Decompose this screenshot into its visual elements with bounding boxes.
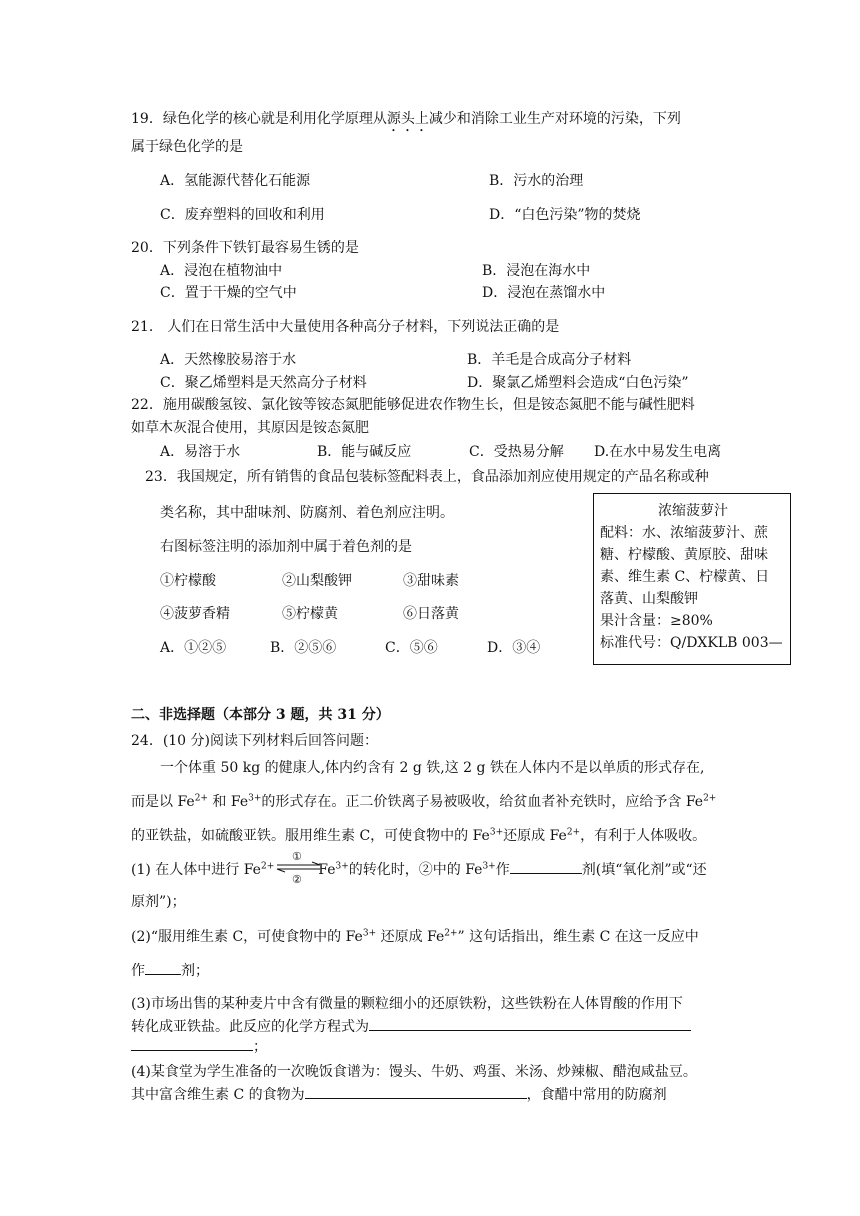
q23-item-4: ④菠萝香精 bbox=[160, 606, 230, 622]
q24-para-line3: 的亚铁盐，如硫酸亚铁。服用维生素 C，可使食物中的 $Fe^{3+}$还原成 $Fe^{2+}$，有利于人体吸收。 bbox=[131, 827, 707, 844]
q19-stem-line2: 属于绿色化学的是 bbox=[131, 139, 243, 155]
q23-option-d: D．③④ bbox=[487, 640, 541, 656]
q22-option-b: B．能与碱反应 bbox=[317, 444, 412, 460]
q24-para-line2: 而是以 $Fe^{2+}$ 和 $Fe^{3+}$的形式存在。正二价铁离子易被吸收，给贫血者补充铁时，应给予含 $Fe^{2+}$ bbox=[131, 793, 717, 810]
q23-item-3: ③甜味素 bbox=[403, 573, 459, 589]
q22-option-c: C．受热易分解 bbox=[469, 444, 564, 460]
q23-option-c: C．⑤⑥ bbox=[385, 640, 438, 656]
q19-option-c: C．废弃塑料的回收和利用 bbox=[160, 207, 325, 223]
product-label-line: 糖、柠檬酸、黄原胶、甜味 bbox=[600, 547, 768, 563]
q23-stem-line3: 右图标签注明的添加剂中属于着色剂的是 bbox=[160, 539, 412, 555]
q21-option-c: C．聚乙烯塑料是天然高分子材料 bbox=[160, 375, 367, 391]
q24-sub4-line2: 其中富含维生素 C 的食物为 ，食醋中常用的防腐剂 bbox=[131, 1084, 667, 1104]
q24-para-line1: 一个体重 50 kg 的健康人,体内约含有 2 g 铁,这 2 g 铁在人体内不是以单质的形式存在, bbox=[160, 760, 705, 776]
q19-stem-line1: 19．绿色化学的核心就是利用化学原理从源头上减少和消除工业生产对环境的污染，下列 bbox=[131, 111, 681, 127]
q21-stem: 21． 人们在日常生活中大量使用各种高分子材料，下列说法正确的是 bbox=[131, 319, 560, 335]
product-label-line: 标准代号：Q/DXKLB 003— bbox=[600, 635, 783, 651]
reversible-arrow-icon bbox=[276, 850, 322, 886]
q21-option-b: B．羊毛是合成高分子材料 bbox=[467, 352, 632, 368]
q20-option-b: B．浸泡在海水中 bbox=[482, 263, 591, 279]
q23-item-6: ⑥日落黄 bbox=[403, 606, 459, 622]
q22-option-a: A．易溶于水 bbox=[160, 444, 241, 460]
q20-option-a: A．浸泡在植物油中 bbox=[160, 263, 283, 279]
q24-sub4-answer-blank[interactable] bbox=[305, 1084, 527, 1099]
product-label-title: 浓缩菠萝汁 bbox=[658, 503, 728, 519]
q24-sub3-line1: (3)市场出售的某种麦片中含有微量的颗粒细小的还原铁粉，这些铁粉在人体胃酸的作用下 bbox=[131, 996, 683, 1012]
section-heading: 二、非选择题（本部分 3 题，共 31 分） bbox=[131, 707, 390, 723]
q24-sub2-answer-blank[interactable] bbox=[145, 960, 181, 975]
product-label-line: 落黄、山梨酸钾 bbox=[600, 591, 698, 607]
q23-item-5: ⑤柠檬黄 bbox=[282, 606, 338, 622]
q21-option-d: D．聚氯乙烯塑料会造成“白色污染” bbox=[467, 375, 689, 391]
q24-stem: 24．(10 分)阅读下列材料后回答问题： bbox=[131, 733, 379, 749]
q22-option-d: D.在水中易发生电离 bbox=[594, 444, 722, 460]
q22-stem-line2: 如草木灰混合使用，其原因是铵态氮肥 bbox=[131, 420, 369, 436]
q24-sub1-answer-blank[interactable] bbox=[510, 859, 582, 874]
q24-sub3-answer-blank-cont[interactable] bbox=[131, 1036, 253, 1051]
q23-item-1: ①柠檬酸 bbox=[160, 573, 216, 589]
product-label-box bbox=[593, 493, 791, 665]
q20-stem: 20．下列条件下铁钉最容易生锈的是 bbox=[131, 240, 359, 256]
arrow-top-label: ① bbox=[292, 850, 302, 863]
q19-option-a: A．氢能源代替化石能源 bbox=[160, 173, 311, 189]
q24-sub1-line2: 原剂”)； bbox=[131, 894, 186, 910]
q24-sub2-line1: (2)“服用维生素 C，可使食物中的 $Fe^{3+}$ 还原成 $Fe^{2+}$” 这句话指出，维生素 C 在这一反应中 bbox=[131, 928, 699, 945]
q20-option-c: C．置于干燥的空气中 bbox=[160, 285, 297, 301]
q19-option-b: B．污水的治理 bbox=[489, 173, 584, 189]
arrow-bottom-label: ② bbox=[292, 873, 302, 886]
q24-sub1-line1: (1) 在人体中进行 $Fe^{2+}$ $Fe^{3+}$的转化时，②中的 $Fe^{3+}$作 剂(填“氧化剂”或“还 bbox=[131, 859, 707, 879]
q19-option-d: D．“白色污染”物的焚烧 bbox=[489, 207, 641, 223]
q24-sub2-line2: 作 剂； bbox=[131, 960, 209, 980]
q22-stem-line1: 22．施用碳酸氢铵、氯化铵等铵态氮肥能够促进农作物生长，但是铵态氮肥不能与碱性肥料 bbox=[131, 397, 695, 413]
q24-sub3-answer-blank[interactable] bbox=[369, 1016, 691, 1031]
product-label-line: 素、维生素 C、柠檬黄、日 bbox=[600, 569, 770, 585]
q20-option-d: D．浸泡在蒸馏水中 bbox=[482, 285, 606, 301]
q23-stem-line2: 类名称，其中甜味剂、防腐剂、着色剂应注明。 bbox=[160, 505, 454, 521]
product-label-line: 果汁含量：≥80% bbox=[600, 613, 713, 629]
q23-item-2: ②山梨酸钾 bbox=[282, 573, 352, 589]
q24-sub3-line2: 转化成亚铁盐。此反应的化学方程式为 bbox=[131, 1016, 691, 1036]
q24-sub3-line3: ； bbox=[131, 1036, 267, 1056]
q23-option-a: A．①②⑤ bbox=[160, 640, 227, 656]
product-label-line: 配料：水、浓缩菠萝汁、蔗 bbox=[600, 525, 768, 541]
q23-stem-line1: 23．我国规定，所有销售的食品包装标签配料表上，食品添加剂应使用规定的产品名称或种 bbox=[145, 469, 709, 485]
q23-option-b: B．②⑤⑥ bbox=[270, 640, 337, 656]
q21-option-a: A．天然橡胶易溶于水 bbox=[160, 352, 297, 368]
q24-sub4-line1: (4)某食堂为学生准备的一次晚饭食谱为：馒头、牛奶、鸡蛋、米汤、炒辣椒、醋泡咸盐豆。 bbox=[131, 1064, 697, 1080]
